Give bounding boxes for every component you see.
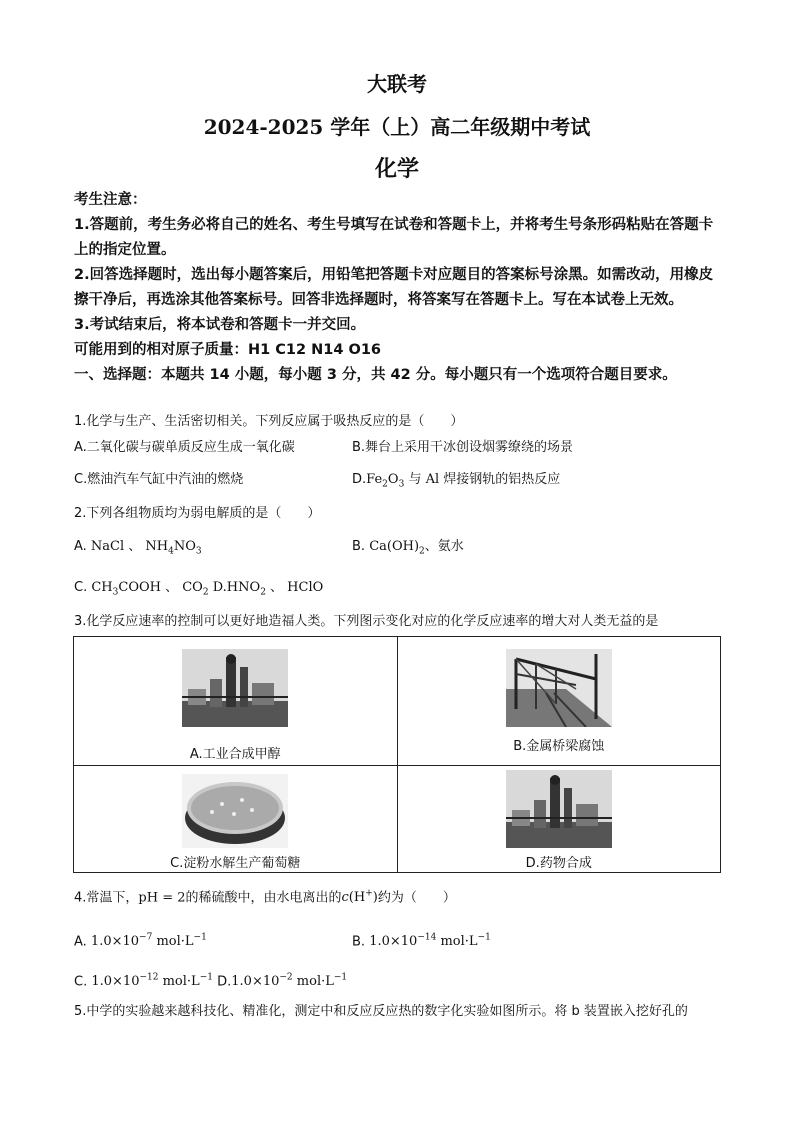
q4-option-a: A. $1.0\times 10^{-7}$ $mol\cdot L^{-1}$ [74,933,207,950]
q3-cell-d [397,766,721,873]
notice-item-3: 3.考试结束后，将本试卷和答题卡一并交回。 [74,317,366,333]
q2-option-cd: C. $CH_3COOH$ 、 $CO_2$ $D.HNO_2$ 、 HClO [74,580,324,598]
glucose-dish-photo [182,774,288,848]
q4-stem-suffix: 约为（ ） [377,890,456,906]
q1-option-c: C.燃油汽车气缸中汽油的燃烧 [74,472,244,487]
q1-option-d-suffix: 焊接钢轨的铝热反应 [443,472,561,487]
q3-cell-c [74,766,398,873]
q1-option-d-prefix: D. [352,472,367,487]
q1-option-d: $D.Fe_2O_3$ 与 Al 焊接钢轨的铝热反应 [352,472,561,490]
exam-header: 大联考 [367,72,427,96]
q2-option-c-prefix: C. [74,580,88,595]
q1-option-b: B.舞台上采用干冰创设烟雾缭绕的场景 [352,440,574,455]
q3-cell-a [74,637,398,766]
q2-option-a: A. NaCl 、 $NH_4NO_3$ [74,539,202,557]
q4-option-c-prefix: C. [74,974,88,990]
q2-option-a-prefix: A. [74,539,87,554]
section-heading: 一、选择题：本题共 14 小题，每小题 3 分，共 42 分。每小题只有一个选项符合题目要求。 [74,367,677,383]
q4-stem-prefix: 4.常温下， [74,890,139,906]
question-2-stem: 2.下列各组物质均为弱电解质的是（ ） [74,506,321,521]
question-1-stem: 1.化学与生产、生活密切相关。下列反应属于吸热反应的是（ ） [74,414,464,429]
q3-image-table [73,636,721,873]
q4-option-d-prefix: D. [217,974,232,990]
question-4-stem: 4.常温下，pH = 2的稀硫酸中，由水电离出的c(H+)约为（ ） [74,889,456,906]
notice-item-1: 1.答题前，考生务必将自己的姓名、考生号填写在试卷和答题卡上，并将考生号条形码粘贴在答题卡上的指定位置。 [74,217,714,258]
bridge-photo [506,649,612,727]
q4-option-b: B. $1.0\times 10^{-14}$ $mol\cdot L^{-1}$ [352,933,491,950]
q2-option-b-suffix: 、氨水 [424,539,464,554]
q3-caption-d: D.药物合成 [525,856,592,871]
q2-option-b-prefix: B. [352,539,366,554]
q3-caption-c: C.淀粉水解生产葡萄糖 [170,856,301,871]
notice-heading: 考生注意： [74,192,147,208]
exam-title: 2024-2025 学年（上）高二年级期中考试 [203,115,591,139]
q3-caption-a: A.工业合成甲醇 [189,747,281,762]
q2-option-b: B. $Ca(OH)_2$、氨水 [352,539,464,557]
q1-option-a: A.二氧化碳与碳单质反应生成一氧化碳 [74,440,295,455]
q4-option-b-prefix: B. [352,934,366,950]
question-5-stem: 5.中学的实验越来越科技化、精准化，测定中和反应反应热的数字化实验如图所示。将 b 装置嵌入挖好孔的 [74,1004,688,1019]
q4-option-a-prefix: A. [74,934,87,950]
notice-item-2: 2.回答选择题时，选出每小题答案后，用铅笔把答题卡对应题目的答案标号涂黑。如需改动，用橡皮擦干净后，再选涂其他答案标号。回答非选择题时，将答案写在答题卡上。写在本试卷上无效。 [74,267,714,308]
question-3-stem: 3.化学反应速率的控制可以更好地造福人类。下列图示变化对应的化学反应速率的增大对人类无益的是 [74,614,659,629]
q3-cell-b [397,637,721,766]
atomic-masses: 可能用到的相对原子质量：H1 C12 N14 O16 [74,342,382,358]
factory-photo [182,649,288,727]
q4-stem-mid: 的稀硫酸中，由水电离出的 [185,890,342,906]
q4-option-cd: C. $1.0\times 10^{-12}$ $mol\cdot L^{-1}$ $D.1.0\times 10^{-2}$ $mol\cdot L^{-1}$ [74,973,348,990]
subject-title: 化学 [374,156,419,182]
notice-block [74,188,726,388]
pharma-plant-photo [506,770,612,848]
q3-caption-b: B.金属桥梁腐蚀 [513,739,605,754]
